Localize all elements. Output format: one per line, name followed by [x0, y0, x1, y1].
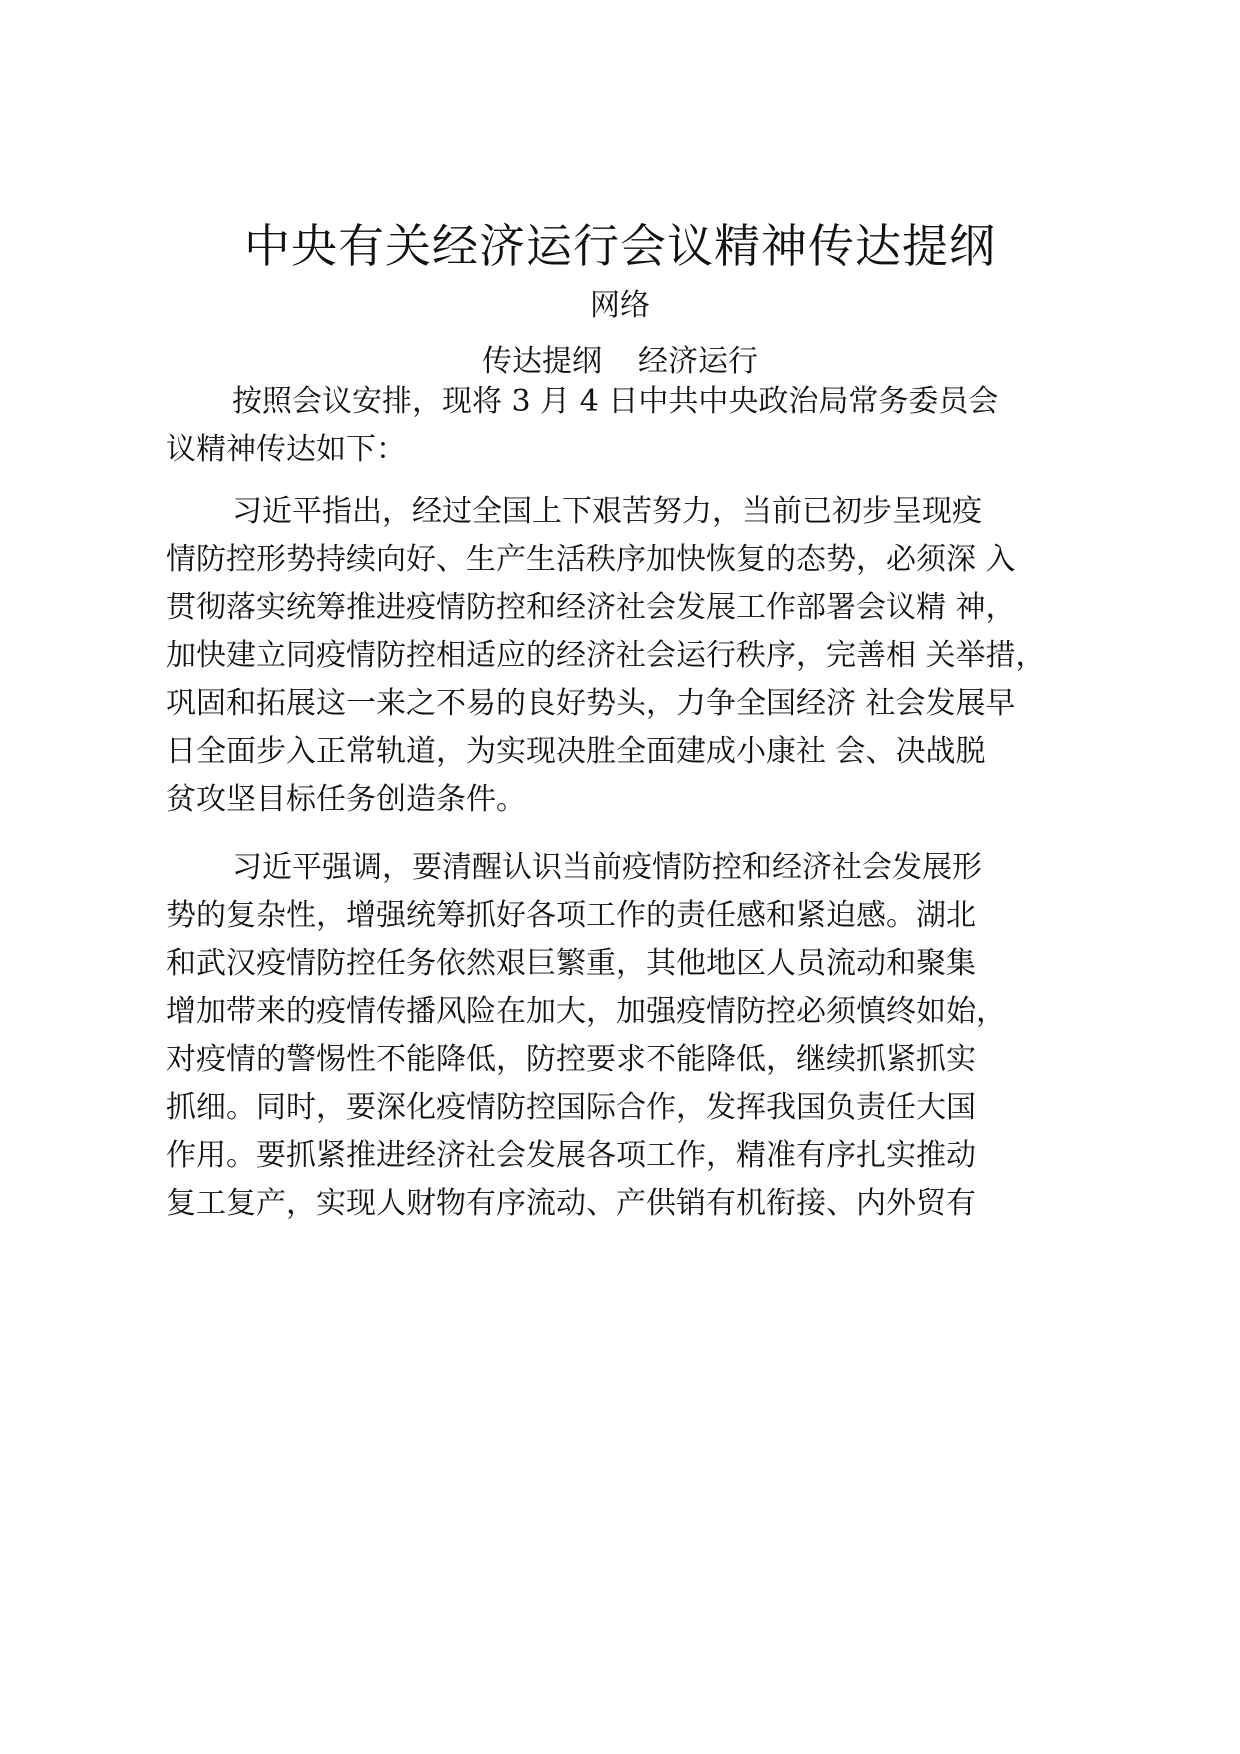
text-line: 习近平强调，要清醒认识当前疫情防控和经济社会发展形	[232, 850, 982, 885]
document-body	[166, 378, 1086, 1228]
paragraph	[166, 378, 1086, 474]
text-line: 议精神传达如下：	[166, 432, 406, 467]
text-line: 作用。要抓紧推进经济社会发展各项工作，精准有序扎实推动	[166, 1138, 976, 1173]
text-line: 习近平指出，经过全国上下艰苦努力，当前已初步呈现疫	[232, 494, 982, 529]
text-line: 巩固和拓展这一来之不易的良好势头，力争全国经济 社会发展早	[166, 686, 1016, 721]
text-line: 按照会议安排，现将 3 月 4 日中共中央政治局常务委员会	[232, 384, 999, 419]
paragraph	[166, 844, 1086, 1228]
document-keywords	[0, 342, 1240, 382]
text-line: 情防控形势持续向好、生产生活秩序加快恢复的态势，必须深 入	[166, 542, 1016, 577]
keyword: 传达提纲	[482, 344, 602, 379]
text-line: 贫攻坚目标任务创造条件。	[166, 782, 526, 817]
keyword: 经济运行	[638, 344, 758, 379]
document-title: 中央有关经济运行会议精神传达提纲	[244, 219, 996, 273]
text-line: 增加带来的疫情传播风险在加大，加强疫情防控必须慎终如始，	[166, 994, 1006, 1029]
paragraph	[166, 488, 1086, 824]
text-line: 日全面步入正常轨道，为实现决胜全面建成小康社 会、决战脱	[166, 734, 986, 769]
document-source: 网络	[590, 288, 650, 323]
text-line: 贯彻落实统筹推进疫情防控和经济社会发展工作部署会议精 神，	[166, 590, 1016, 625]
text-line: 势的复杂性，增强统筹抓好各项工作的责任感和紧迫感。湖北	[166, 898, 976, 933]
text-line: 复工复产，实现人财物有序流动、产供销有机衔接、内外贸有	[166, 1186, 976, 1221]
text-line: 和武汉疫情防控任务依然艰巨繁重，其他地区人员流动和聚集	[166, 946, 976, 981]
text-line: 抓细。同时，要深化疫情防控国际合作，发挥我国负责任大国	[166, 1090, 976, 1125]
text-line: 对疫情的警惕性不能降低，防控要求不能降低，继续抓紧抓实	[166, 1042, 976, 1077]
text-line: 加快建立同疫情防控相适应的经济社会运行秩序，完善相 关举措，	[166, 638, 1046, 673]
